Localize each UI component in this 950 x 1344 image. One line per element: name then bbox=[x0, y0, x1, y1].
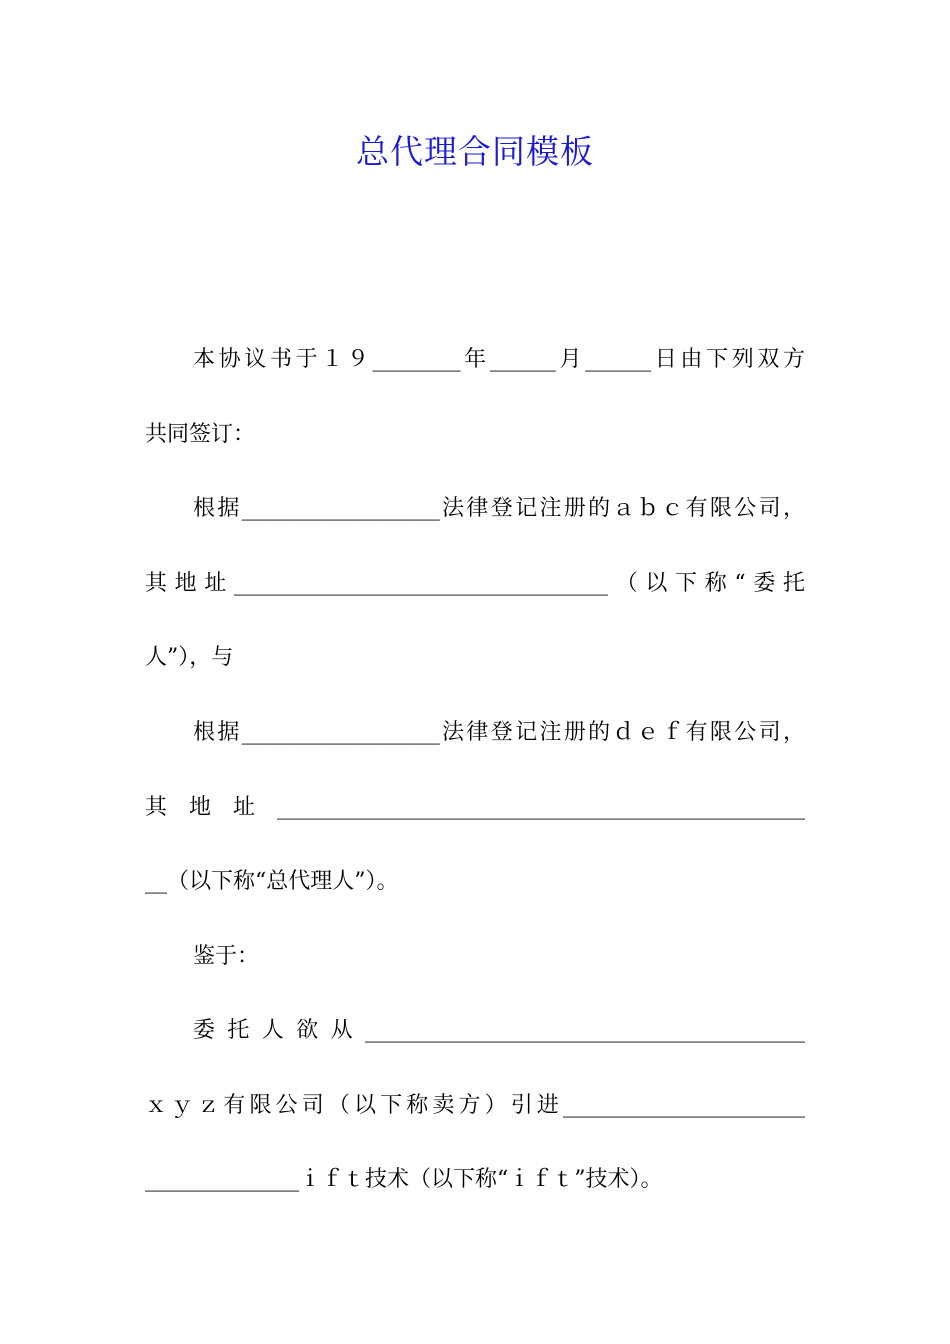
paragraph-line: 根据__________________法律登记注册的ａｂｃ有限公司， bbox=[193, 496, 805, 521]
paragraph-line: 根据__________________法律登记注册的ｄｅｆ有限公司， bbox=[193, 720, 805, 745]
paragraph-line: ______________ｉｆｔ技术（以下称“ｉｆｔ”技术）。 bbox=[145, 1167, 663, 1192]
paragraph-line: 委托人欲从________________________________________ bbox=[193, 1018, 805, 1043]
paragraph-line: ｘｙｚ有限公司（以下称卖方）引进______________________ bbox=[145, 1093, 805, 1118]
paragraph-line: 其地址__________________________________（以下称“委托 bbox=[145, 571, 805, 596]
paragraph-line: __（以下称“总代理人”）。 bbox=[145, 869, 399, 894]
document-title: 总代理合同模板 bbox=[356, 132, 594, 171]
paragraph-line: 人”），与 bbox=[145, 645, 234, 670]
paragraph-line: 其地址________________________________________________ bbox=[145, 795, 805, 820]
paragraph-line: 共同签订： bbox=[145, 422, 256, 447]
paragraph-line: 本协议书于１９________年______月______日由下列双方 bbox=[193, 347, 805, 372]
paragraph-line: 鉴于： bbox=[193, 944, 260, 969]
